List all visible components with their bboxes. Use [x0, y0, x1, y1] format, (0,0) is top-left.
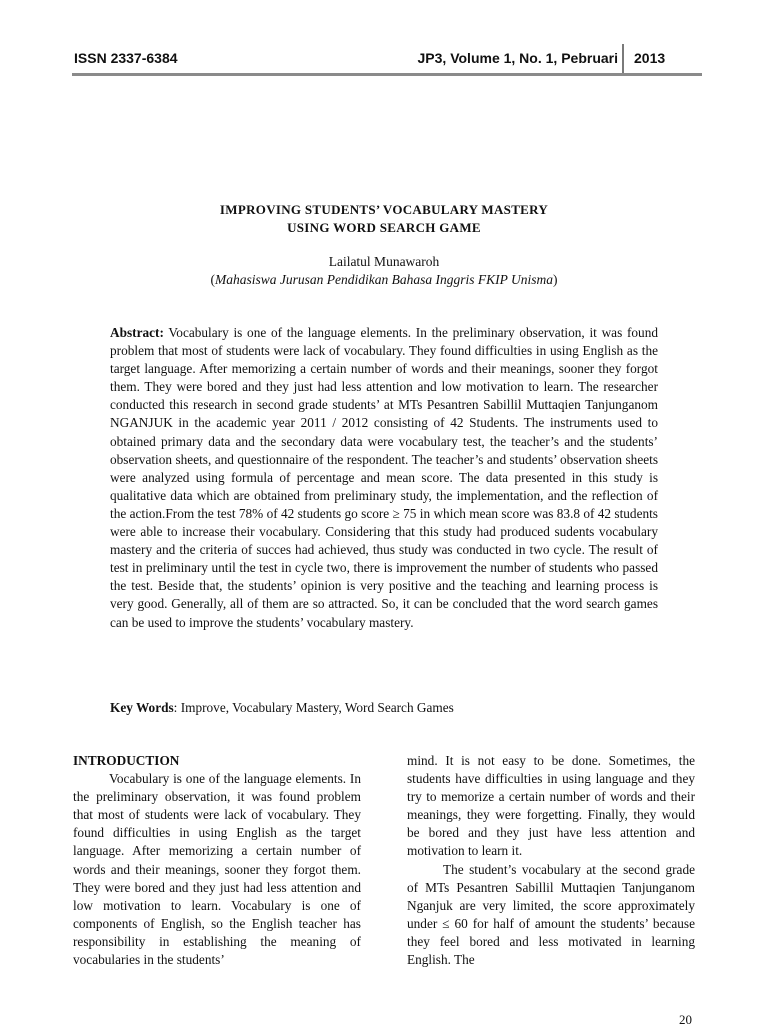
- abstract-label: Abstract:: [110, 325, 164, 340]
- keywords-text: : Improve, Vocabulary Mastery, Word Search Games: [173, 700, 454, 715]
- left-column: [73, 752, 361, 969]
- keywords-label: Key Words: [110, 700, 174, 715]
- keywords: [110, 699, 658, 717]
- author-affiliation: Mahasiswa Jurusan Pendidikan Bahasa Inggris FKIP Unisma: [215, 272, 553, 287]
- year: 2013: [634, 50, 666, 66]
- page-header: [72, 44, 702, 76]
- title-line-1: IMPROVING STUDENTS’ VOCABULARY MASTERY: [219, 202, 549, 217]
- author-block: [72, 253, 696, 289]
- paren-close: ): [553, 272, 558, 287]
- paren-open: (: [210, 272, 215, 287]
- page-number: 20: [679, 1012, 692, 1027]
- intro-paragraph-2: mind. It is not easy to be done. Sometimes, the students have difficulties in using language and they try to memorize a certain number of words and their meanings, they were forgetting. Finally, they would be bored and they just have less attention and motivation to learn it.: [407, 753, 695, 859]
- paper-title: [72, 201, 696, 237]
- section-heading-introduction: INTRODUCTION: [73, 753, 180, 768]
- intro-paragraph-1: Vocabulary is one of the language elements. In the preliminary observation, it was found problem that most of students were lack of vocabulary. They found difficulties in using English as the target language. After memorizing a certain number of words and their meanings, sooner they forgot them. They were bored and they just had less attention and low motivation to learn. Vocabulary is one of components of English, so the English teacher has responsibility in establishing the meaning of vocabularies in the students’: [73, 771, 361, 968]
- author-affiliation-line: [72, 271, 696, 289]
- header-vertical-divider: [622, 44, 624, 76]
- right-column: [407, 752, 695, 969]
- abstract: [110, 324, 658, 632]
- abstract-text: Vocabulary is one of the language elements. In the preliminary observation, it was found problem that most of students were lack of vocabulary. They found difficulties in using English as the target language. After memorizing a certain number of words and their meanings, sooner they forgot them. They were bored and they just had less attention and low motivation to learn. The researcher conducted this research in second grade students’ at MTs Pesantren Sabillil Muttaqien Tanjunganom NGANJUK in the academic year 2011 / 2012 consisting of 42 Students. The instruments used to obtained primary data and the secondary data were vocabulary test, the teacher’s and the students’ observation sheets, and questionnaire of the respondent. The teacher’s and students’ observation sheets were analyzed using formula of percentage and mean score. The data presented in this study is qualitative data which are obtained from preliminary study, the implementation, and the reflection of the action.From the test 78% of 42 students go score ≥ 75 in which mean score was 83.8 of 42 students were able to increase their vocabulary. Considering that this study had produced sudents vocabulary mastery and the criteria of succes had achieved, thus study was conducted in two cycle. The result of test in preliminary until the test in cycle two, there is improvement the number of students who passed the test. Beside that, the students’ opinion is very positive and the teaching and learning process is very good. Generally, all of them are so attracted. So, it can be concluded that the word search games can be used to improve the students’ vocabulary mastery.: [110, 325, 658, 630]
- header-rule: [72, 73, 702, 76]
- intro-paragraph-3: The student’s vocabulary at the second grade of MTs Pesantren Sabillil Muttaqien Tanjunganom Nganjuk are very limited, the score approximately under ≤ 60 for half of amount the students’ because they feel bored and less motivated in learning English. The: [407, 861, 695, 968]
- issn: ISSN 2337-6384: [74, 50, 178, 66]
- title-line-2: USING WORD SEARCH GAME: [287, 220, 481, 235]
- journal-info: JP3, Volume 1, No. 1, Pebruari: [417, 50, 618, 66]
- author-name: Lailatul Munawaroh: [328, 254, 440, 269]
